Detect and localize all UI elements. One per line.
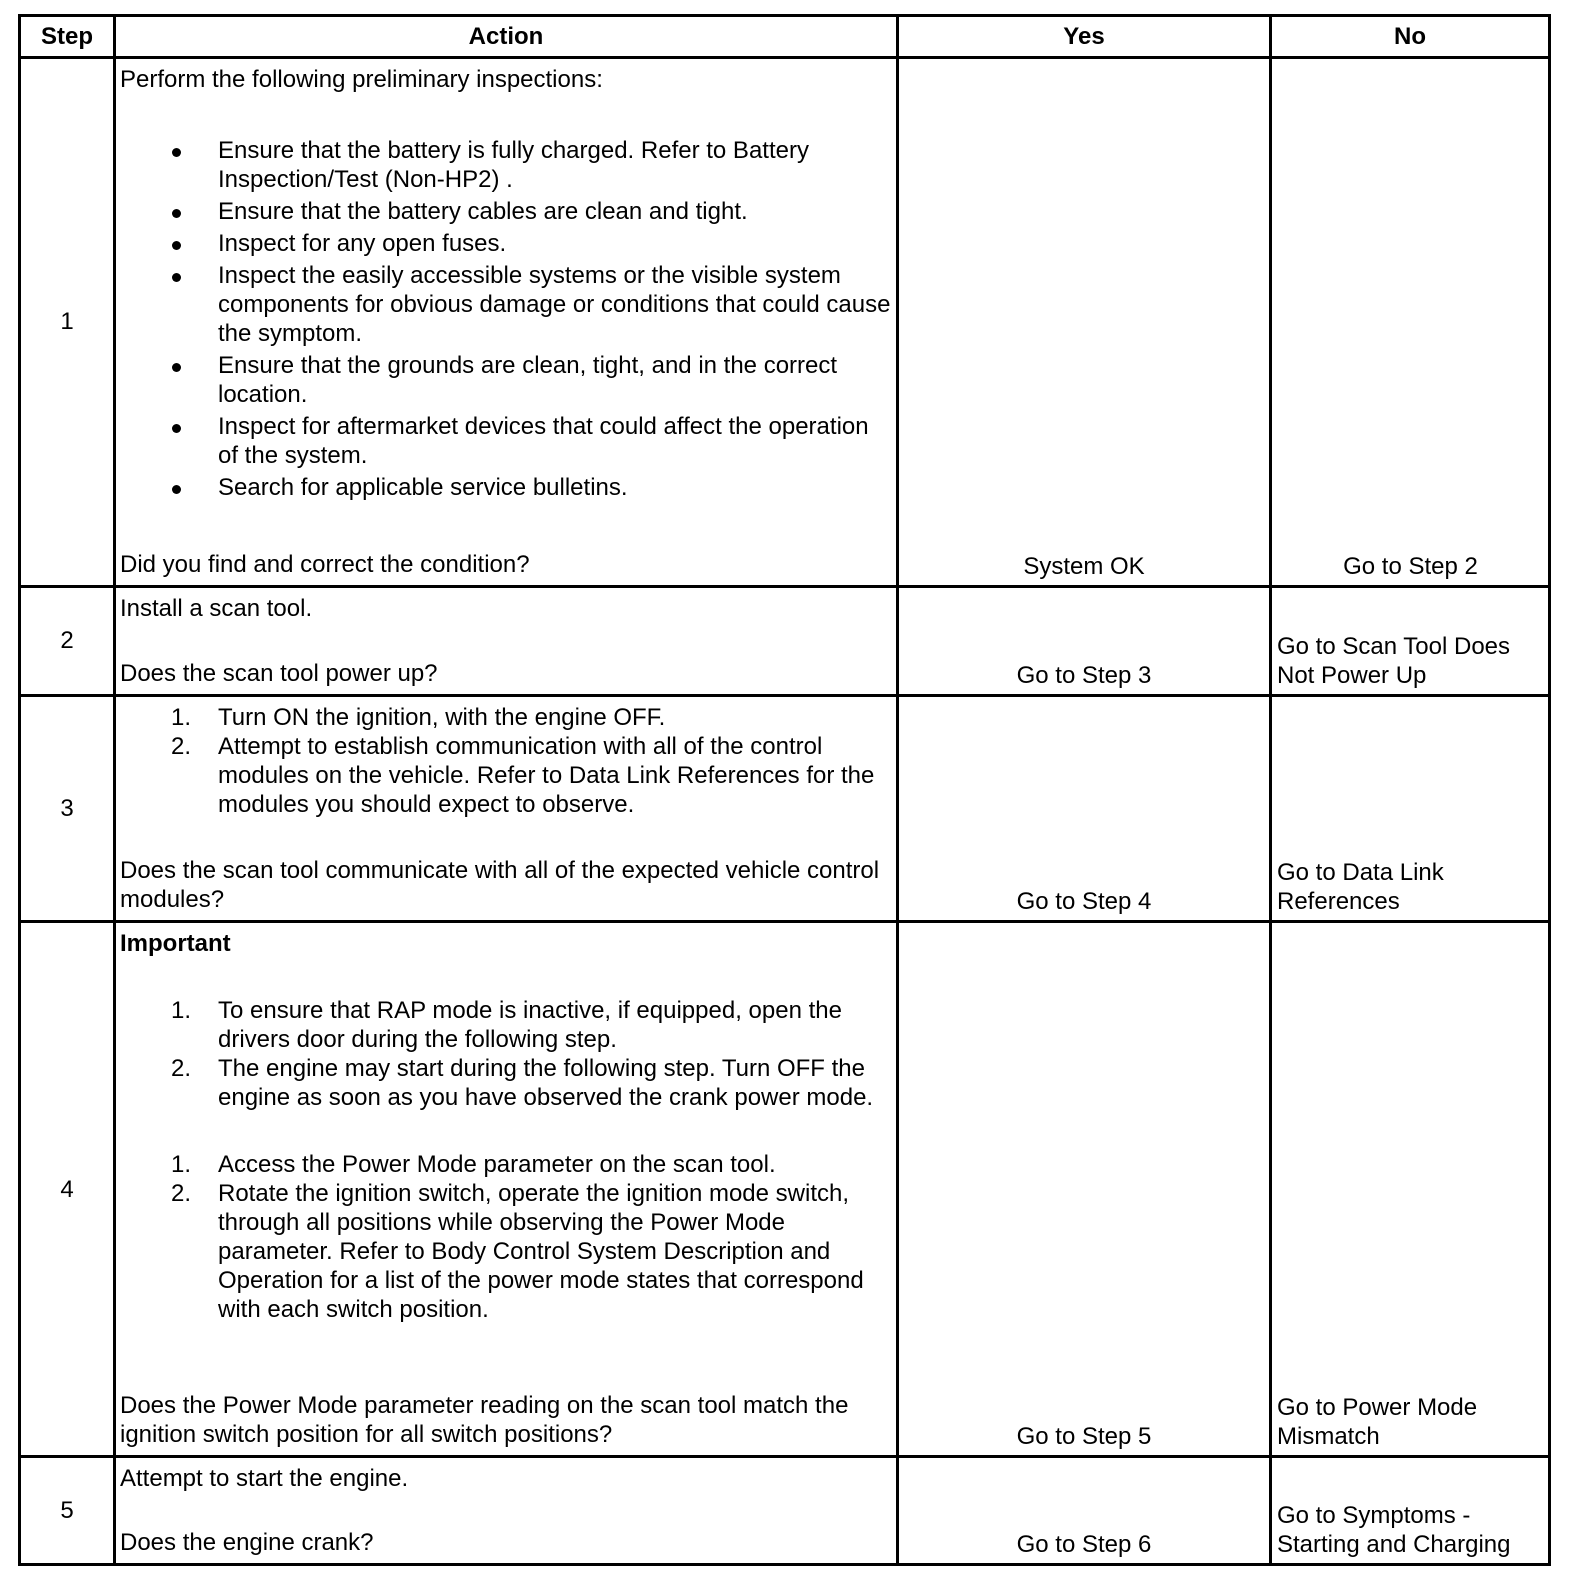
list-item: Inspect for aftermarket devices that could affect the operation of the system. <box>120 412 892 470</box>
list-item: 2. Attempt to establish communication with all of the control modules on the vehicle. Refer to Data Link References for the modules you should expect to observe. <box>170 733 875 819</box>
diagnostic-table <box>18 14 1551 1566</box>
action-cell <box>115 922 898 1457</box>
list-item: Ensure that the grounds are clean, tight, and in the correct location. <box>120 351 892 409</box>
bullet-icon <box>172 273 181 282</box>
list-item: Inspect the easily accessible systems or the visible system components for obvious damage or conditions that could cause the symptom. <box>120 261 892 348</box>
procedure-list <box>120 703 892 819</box>
bullet-icon <box>172 148 181 157</box>
inspection-list <box>120 136 892 502</box>
action-question: Does the scan tool communicate with all of the expected vehicle control modules? <box>120 857 880 914</box>
bullet-icon <box>172 424 181 433</box>
table-row-step-5 <box>20 1457 1550 1565</box>
step-number: 4 <box>20 922 115 1457</box>
list-item: 1. Turn ON the ignition, with the engine OFF. <box>170 704 666 732</box>
bullet-icon <box>172 363 181 372</box>
yes-result: System OK <box>898 57 1271 586</box>
no-result: Go to Data Link References <box>1271 696 1550 922</box>
header-yes: Yes <box>898 16 1271 58</box>
list-item: Inspect for any open fuses. <box>120 229 892 258</box>
list-item: 2. The engine may start during the following step. Turn OFF the engine as soon as you have observed the crank power mode. <box>170 1055 874 1112</box>
action-intro: Install a scan tool. <box>120 594 313 622</box>
header-action: Action <box>115 16 898 58</box>
diagnostic-table-container <box>18 14 1548 1566</box>
action-cell <box>115 57 898 586</box>
action-intro: Attempt to start the engine. <box>120 1465 409 1493</box>
yes-result: Go to Step 5 <box>898 922 1271 1457</box>
procedure-list <box>120 1150 892 1324</box>
action-question: Does the engine crank? <box>120 1529 374 1556</box>
table-row-step-3 <box>20 696 1550 922</box>
step-number: 5 <box>20 1457 115 1565</box>
table-row-step-1 <box>20 57 1550 586</box>
no-result: Go to Symptoms - Starting and Charging <box>1271 1457 1550 1565</box>
important-list <box>120 996 892 1112</box>
yes-result: Go to Step 3 <box>898 586 1271 696</box>
list-item: 1. To ensure that RAP mode is inactive, if equipped, open the drivers door during the following step. <box>170 997 842 1054</box>
action-cell <box>115 1457 898 1565</box>
bullet-icon <box>172 485 181 494</box>
no-result: Go to Power Mode Mismatch <box>1271 922 1550 1457</box>
action-question: Does the Power Mode parameter reading on the scan tool match the ignition switch position for all switch positions? <box>120 1392 849 1449</box>
step-number: 3 <box>20 696 115 922</box>
list-item: 2. Rotate the ignition switch, operate the ignition mode switch, through all positions while observing the Power Mode parameter. Refer to Body Control System Description and Operation for a list of the power mode states that correspond with each switch position. <box>170 1180 864 1324</box>
list-item: Search for applicable service bulletins. <box>120 473 892 502</box>
table-header-row <box>20 16 1550 58</box>
header-step: Step <box>20 16 115 58</box>
list-item: 1. Access the Power Mode parameter on the scan tool. <box>170 1151 776 1179</box>
no-result: Go to Scan Tool Does Not Power Up <box>1271 586 1550 696</box>
action-intro: Perform the following preliminary inspections: <box>120 65 603 93</box>
step-number: 1 <box>20 57 115 586</box>
yes-result: Go to Step 6 <box>898 1457 1271 1565</box>
no-result: Go to Step 2 <box>1271 57 1550 586</box>
yes-result: Go to Step 4 <box>898 696 1271 922</box>
action-cell <box>115 696 898 922</box>
header-no: No <box>1271 16 1550 58</box>
bullet-icon <box>172 241 181 250</box>
table-row-step-2 <box>20 586 1550 696</box>
action-cell <box>115 586 898 696</box>
table-row-step-4 <box>20 922 1550 1457</box>
step-number: 2 <box>20 586 115 696</box>
important-label: Important <box>120 930 231 958</box>
action-question: Does the scan tool power up? <box>120 660 438 688</box>
action-question: Did you find and correct the condition? <box>120 550 530 578</box>
list-item: Ensure that the battery is fully charged. Refer to Battery Inspection/Test (Non-HP2) . <box>120 136 892 194</box>
list-item: Ensure that the battery cables are clean and tight. <box>120 197 892 226</box>
bullet-icon <box>172 209 181 218</box>
